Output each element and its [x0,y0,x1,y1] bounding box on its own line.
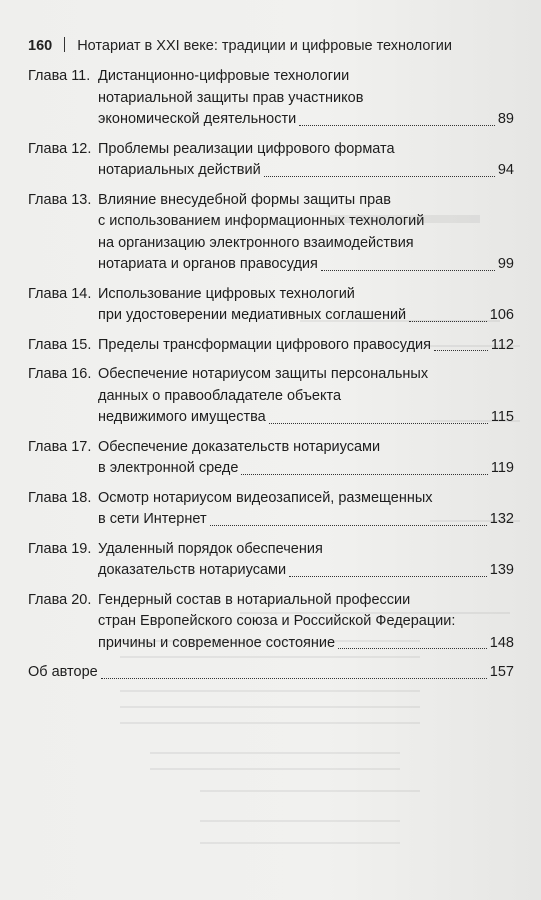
dot-leader [210,525,487,526]
chapter-number: Глава 17. [28,438,92,455]
chapter-title-line: при удостоверении медиативных соглашений [98,307,407,323]
chapter-title-line: на организацию электронного взаимодействия [98,234,414,251]
chapter-number: Глава 20. [28,591,92,608]
chapter-title-line: Удаленный порядок обеспечения [98,540,323,557]
dot-leader [241,474,487,475]
chapter-number: Глава 15. [28,336,92,353]
chapter-title-line: Пределы трансформации цифрового правосудия [98,336,431,353]
chapter-number: Глава 14. [28,285,92,302]
page-ref: 112 [490,336,514,353]
book-title: Нотариат в XXI веке: традиции и цифровые технологии [77,38,452,54]
dot-leader [409,321,487,322]
page-ref: 139 [489,562,514,578]
chapter-title-line: данных о правообладателе объекта [98,387,342,404]
page-ref: 106 [489,307,514,323]
toc-entry [28,284,514,327]
chapter-title-line: нотариальных действий [98,162,261,178]
page-ref: 148 [489,634,514,651]
page-ref: 132 [489,511,514,527]
chapter-title-line: нотариальной защиты прав участников [98,89,364,106]
chapter-title-line: Обеспечение доказательств нотариусами [98,438,381,455]
running-head [28,37,452,54]
page-number: 160 [28,38,53,54]
page-ref: 99 [497,256,514,272]
chapter-number: Глава 19. [28,540,92,557]
chapter-title-line: с использованием информационных технологий [98,213,425,229]
toc-entry [28,590,514,655]
dot-leader [299,125,495,126]
chapter-title-line: Осмотр нотариусом видеозаписей, размещенных [98,489,433,506]
toc-entry [28,488,514,531]
chapter-title-line: в электронной среде [98,460,239,476]
header-divider [64,37,65,52]
page-ref: 115 [490,409,514,425]
dot-leader [289,576,487,577]
dot-leader [434,350,488,351]
dot-leader [321,270,495,271]
chapter-title-line: Об авторе [28,664,98,680]
chapter-title-line: Гендерный состав в нотариальной профессии [98,591,411,608]
chapter-number: Глава 13. [28,191,92,208]
chapter-title-line: нотариата и органов правосудия [98,256,318,272]
chapter-title-line: в сети Интернет [98,511,207,527]
table-of-contents [28,66,514,692]
toc-entry [28,66,514,131]
toc-entry [28,190,514,276]
chapter-title-line: причины и современное состояние [98,634,336,651]
chapter-title-line: недвижимого имущества [98,409,266,425]
chapter-title-line: Использование цифровых технологий [98,285,355,302]
dot-leader [269,423,488,424]
toc-entry [28,662,514,684]
dot-leader [338,648,487,649]
chapter-number: Глава 11. [28,68,91,84]
toc-entry [28,437,514,480]
chapter-number: Глава 16. [28,366,92,382]
chapter-title-line: Проблемы реализации цифрового формата [98,140,395,157]
chapter-title-line: Обеспечение нотариусом защиты персональных [98,366,429,382]
toc-entry [28,364,514,429]
toc-entry [28,139,514,182]
chapter-number: Глава 18. [28,489,92,506]
page-ref: 94 [497,162,514,178]
chapter-title-line: стран Европейского союза и Российской Федерации: [98,613,456,629]
page-ref: 119 [490,460,514,476]
toc-entry [28,539,514,582]
toc-entry [28,335,514,357]
page-ref: 89 [497,111,514,127]
chapter-title-line: доказательств нотариусами [98,562,287,578]
chapter-title-line: Влияние внесудебной формы защиты прав [98,191,391,208]
page-ref: 157 [489,664,514,680]
chapter-title-line: экономической деятельности [98,111,297,127]
chapter-number: Глава 12. [28,140,92,157]
dot-leader [264,176,495,177]
chapter-title-line: Дистанционно-цифровые технологии [98,68,350,84]
dot-leader [101,678,487,679]
